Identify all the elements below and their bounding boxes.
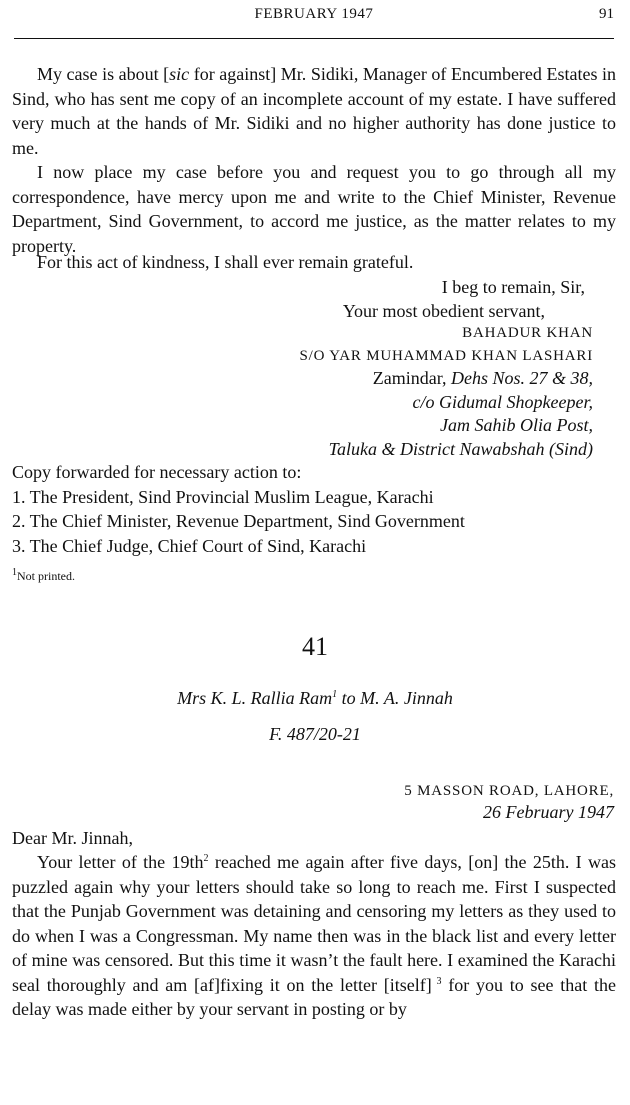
copy-forwarded-item: 3. The Chief Judge, Chief Court of Sind, Karachi xyxy=(12,535,367,556)
copy-forwarded xyxy=(12,460,465,558)
closing-line-2: Your most obedient servant, xyxy=(342,301,545,321)
letter1-paragraph-1 xyxy=(12,62,616,160)
page-number: 91 xyxy=(599,6,614,22)
document-number: 41 xyxy=(302,632,328,661)
letter2-salutation: Dear Mr. Jinnah, xyxy=(12,828,133,848)
footnote-mark: 1 xyxy=(12,567,17,578)
body-part-a: Your letter of the 19th xyxy=(37,852,204,872)
p1-post: for against] Mr. Sidiki, Manager of Encumbered Estates in Sind, who has sent me copy of an incomplete account of my estate. I have suffered very much at the hands of Mr. Sidiki and no higher authority has done justice to me. xyxy=(12,64,616,158)
copy-forwarded-heading: Copy forwarded for necessary action to: xyxy=(12,462,302,482)
body-part-c: for you to see that the delay was made either by your servant in posting or by xyxy=(12,974,616,1019)
body-footnote-3: 3 xyxy=(431,975,442,987)
p1-sic: sic xyxy=(169,64,190,84)
header-rule xyxy=(14,38,614,39)
letter1-paragraph-2: I now place my case before you and request you to go through all my correspondence, have mercy upon me and write to the Chief Minister, Revenue Department, Sind Government, to accord me justice, as the matter relates to my property. xyxy=(12,162,616,256)
running-header-title: FEBRUARY 1947 xyxy=(254,6,374,22)
copy-forwarded-item: 1. The President, Sind Provincial Muslim League, Karachi xyxy=(12,486,434,507)
document-heading xyxy=(0,688,630,709)
role-text: Zamindar, xyxy=(372,368,447,388)
signatory-name: BAHADUR KHAN xyxy=(462,325,593,341)
footnote xyxy=(12,569,75,584)
dehs-text: Dehs Nos. 27 & 38, xyxy=(450,368,593,388)
letter2-body xyxy=(12,850,616,1022)
heading-sender: Mrs K. L. Rallia Ram xyxy=(177,688,333,708)
body-footnote-2: 2 xyxy=(203,853,209,864)
letter2-address: 5 MASSON ROAD, LAHORE, xyxy=(404,783,614,799)
heading-footnote-mark: 1 xyxy=(332,689,338,700)
copy-forwarded-item: 2. The Chief Minister, Revenue Department, Sind Government xyxy=(12,511,465,531)
signatory-care-of: c/o Gidumal Shopkeeper, xyxy=(412,392,593,412)
body-part-b: reached me again after five days, [on] the 25th. I was puzzled again why your letters should take so long to reach me. First I suspected that the Punjab Government was detaining and censoring my letters as they used to do when I was a Congressman. My name then was in the black list and every letter of mine was censored. But this time it wasn’t the fault here. I examined the Karachi seal thoroughly and am [af]fixing it on the letter [itself] xyxy=(12,852,617,995)
signatory-parentage: S/O YAR MUHAMMAD KHAN LASHARI xyxy=(299,348,593,364)
p1-pre: My case is about [ xyxy=(37,64,170,84)
running-header xyxy=(14,2,614,32)
signatory-district: Taluka & District Nawabshah (Sind) xyxy=(328,439,593,459)
heading-recipient: to M. A. Jinnah xyxy=(337,688,453,708)
closing-line-1: I beg to remain, Sir, xyxy=(441,277,585,297)
letter2-date: 26 February 1947 xyxy=(483,802,614,822)
signatory-role xyxy=(373,366,593,391)
footnote-text: Not printed. xyxy=(17,569,75,583)
letter1-paragraph-3: For this act of kindness, I shall ever remain grateful. xyxy=(37,252,414,272)
file-reference: F. 487/20-21 xyxy=(269,724,361,744)
signatory-post: Jam Sahib Olia Post, xyxy=(440,415,593,435)
